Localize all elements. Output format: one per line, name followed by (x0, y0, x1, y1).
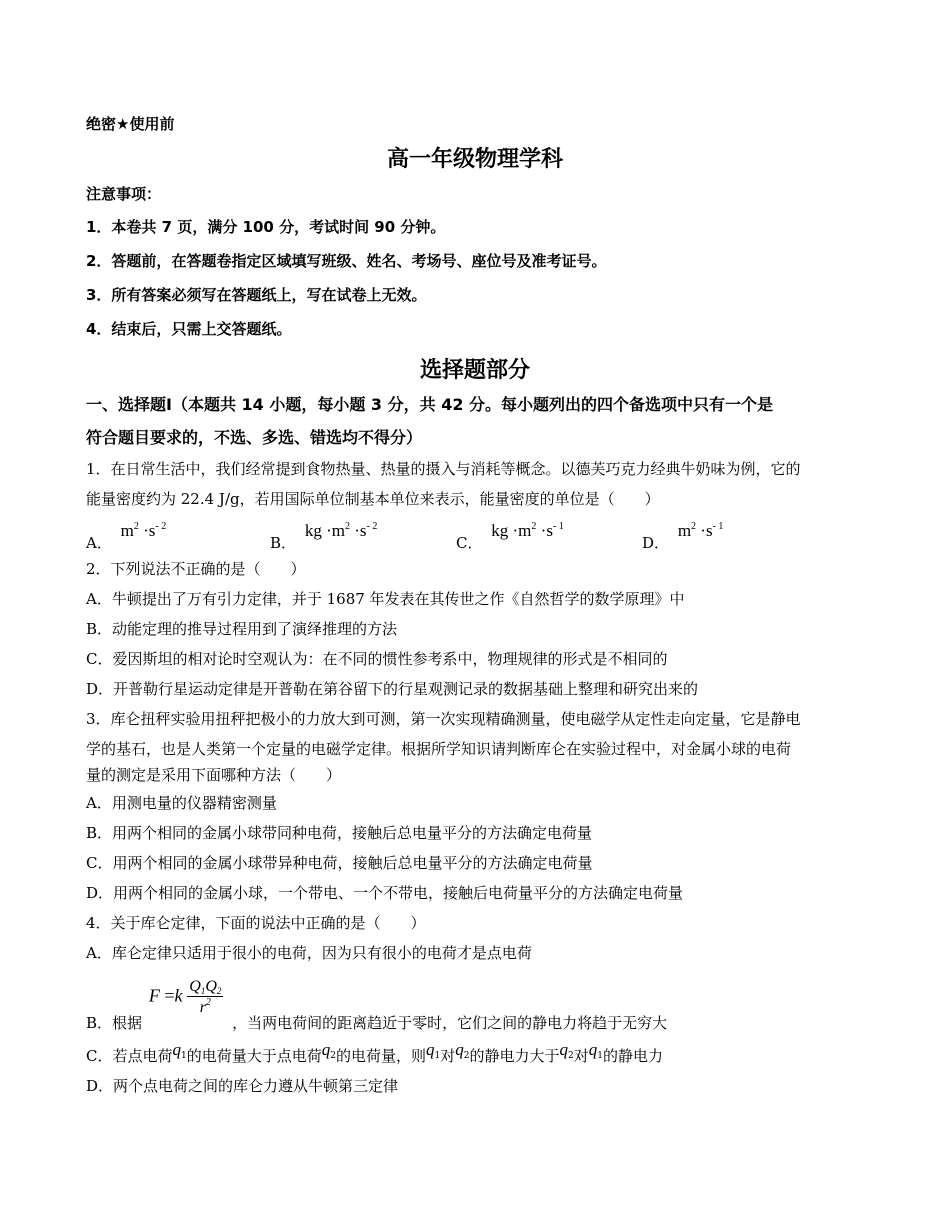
formula-superscript: 2 (205, 997, 211, 1008)
charge-subscript: 1 (434, 1051, 441, 1061)
question-3-option-b: B．用两个相同的金属小球带同种电荷，接触后总电量平分的方法确定电荷量 (86, 824, 593, 842)
charge-symbol: q (588, 1040, 598, 1059)
note-item: 1．本卷共 7 页，满分 100 分，考试时间 90 分钟。 (86, 218, 446, 236)
coulomb-formula (149, 978, 224, 1017)
charge-symbol: q (425, 1040, 435, 1059)
unit-exponent: - 1 (552, 521, 564, 532)
section-instruction: 一、选择题Ⅰ（本题共 14 小题，每小题 3 分，共 42 分。每小题列出的四个备选项中只有一个是 (86, 395, 774, 414)
option-text: 对 (573, 1047, 589, 1065)
option-text: 的静电力 (602, 1047, 663, 1065)
formula-symbol: Q (189, 978, 201, 995)
unit-base: m (677, 521, 692, 540)
option-text: ，当两电荷间的距离趋近于零时，它们之间的静电力将趋于无穷大 (232, 1013, 668, 1032)
unit-mid: ·s (696, 521, 713, 540)
question-4-stem: 4．关于库仑定律，下面的说法中正确的是（ ） (86, 914, 426, 932)
option-label: A． (86, 534, 112, 552)
question-3-option-c: C．用两个相同的金属小球带异种电荷，接触后总电量平分的方法确定电荷量 (86, 854, 593, 872)
unit-base: m (120, 521, 134, 540)
question-4-option-b (86, 972, 668, 1032)
note-item: 4．结束后，只需上交答题纸。 (86, 320, 292, 338)
formula-fraction (187, 978, 223, 1017)
option-text: 的电荷量大于点电荷 (186, 1047, 322, 1065)
charge-symbol: q (559, 1040, 568, 1059)
question-4-option-c (86, 1040, 663, 1072)
charge-subscript: 1 (597, 1051, 603, 1061)
unit-exponent: 2 (344, 521, 350, 532)
question-2-option-a: A．牛顿提出了万有引力定律，并于 1687 年发表在其传世之作《自然哲学的数学原理》中 (86, 590, 685, 608)
formula-symbol: F (148, 985, 160, 1006)
question-3-option-d: D．用两个相同的金属小球，一个带电、一个不带电，接触后电荷量平分的方法确定电荷量 (86, 884, 684, 902)
question-3-stem: 学的基石，也是人类第一个定量的电磁学定律。根据所学知识请判断库仑在实验过程中，对金属小球的电荷 (86, 740, 792, 758)
question-1-option-d (642, 520, 724, 552)
unit-exponent: 2 (133, 521, 139, 532)
page-title: 高一年级物理学科 (386, 147, 563, 172)
option-label: B．根据 (86, 1013, 143, 1032)
question-1-option-b (270, 520, 378, 552)
option-text: 的静电力大于 (469, 1047, 560, 1065)
question-1-option-a (86, 520, 167, 552)
charge-symbol: q (321, 1040, 331, 1059)
question-3-option-a: A．用测电量的仪器精密测量 (86, 794, 277, 812)
charge-symbol: q (455, 1040, 464, 1059)
unit-mid: ·s (138, 521, 156, 540)
option-text: 的电荷量，则 (335, 1047, 426, 1065)
note-item: 2．答题前，在答题卷指定区域填写班级、姓名、考场号、座位号及准考证号。 (86, 252, 607, 270)
option-text: 对 (440, 1047, 456, 1065)
formula-symbol: k (174, 985, 183, 1006)
question-3-stem: 量的测定是采用下面哪种方法（ ） (86, 766, 342, 784)
secret-label: 绝密★使用前 (86, 115, 175, 133)
option-label: B． (270, 534, 297, 552)
unit-base: kg ·m (304, 521, 345, 540)
section-title: 选择题部分 (419, 358, 530, 383)
question-2-option-c: C．爱因斯坦的相对论时空观认为：在不同的惯性参考系中，物理规律的形式是不相同的 (86, 650, 668, 668)
notes-heading: 注意事项： (86, 185, 162, 203)
option-label: C． (456, 534, 483, 552)
formula-symbol: = (159, 985, 175, 1006)
formula-symbol: Q (205, 978, 217, 995)
charge-subscript: 1 (180, 1051, 187, 1061)
question-2-option-d: D．开普勒行星运动定律是开普勒在第谷留下的行星观测记录的数据基础上整理和研究出来的 (86, 680, 699, 698)
unit-exponent: - 2 (366, 521, 378, 532)
question-1-option-c (456, 520, 564, 552)
unit-exponent: - 2 (155, 521, 167, 532)
charge-subscript: 2 (567, 1051, 574, 1061)
charge-subscript: 2 (463, 1051, 470, 1061)
unit-exponent: - 1 (712, 521, 724, 532)
charge-symbol: q (172, 1040, 181, 1059)
formula-subscript: 2 (216, 986, 222, 996)
option-text: C．若点电荷 (86, 1047, 173, 1065)
unit-exponent: 2 (531, 521, 537, 532)
option-label: D． (642, 534, 670, 552)
question-4-option-a: A．库仑定律只适用于很小的电荷，因为只有很小的电荷才是点电荷 (86, 944, 532, 962)
formula-symbol: r (199, 999, 206, 1016)
unit-exponent: 2 (691, 521, 697, 532)
question-4-option-d: D．两个点电荷之间的库仑力遵从牛顿第三定律 (86, 1077, 399, 1095)
unit-base: kg ·m (491, 521, 532, 540)
note-item: 3．所有答案必须写在答题纸上，写在试卷上无效。 (86, 286, 427, 304)
charge-subscript: 2 (330, 1051, 336, 1061)
question-3-stem: 3．库仑扭秤实验用扭秤把极小的力放大到可测，第一次实现精确测量，使电磁学从定性走向定量，它是静电 (86, 710, 801, 728)
unit-mid: ·s (536, 521, 553, 540)
question-1-stem: 能量密度约为 22.4 J/g，若用国际单位制基本单位来表示，能量密度的单位是（ ） (86, 490, 660, 508)
unit-mid: ·s (349, 521, 367, 540)
question-1-stem: 1．在日常生活中，我们经常提到食物热量、热量的摄入与消耗等概念。以德芙巧克力经典牛奶味为例，它的 (86, 460, 801, 478)
question-2-option-b: B．动能定理的推导过程用到了演绎推理的方法 (86, 620, 398, 638)
question-2-stem: 2．下列说法不正确的是（ ） (86, 560, 306, 578)
section-instruction: 符合题目要求的，不选、多选、错选均不得分） (86, 428, 423, 447)
formula-subscript: 1 (200, 986, 206, 996)
